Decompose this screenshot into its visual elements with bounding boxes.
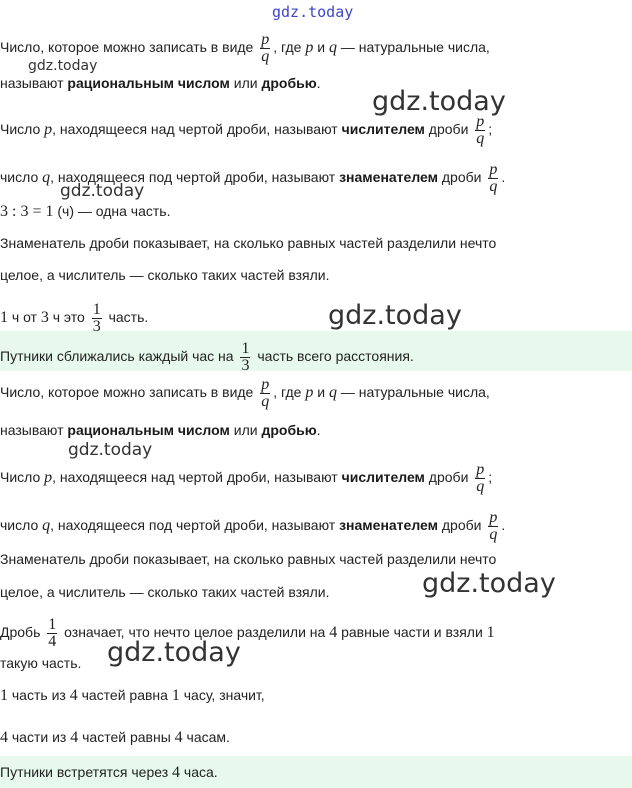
watermark: gdz.today [107,637,241,668]
denominator-line: число q, находящееся под чертой дроби, называют знаменателем дроби $\frac{p}{q}$ . [0,161,506,195]
explanation-line: Знаменатель дроби показывает, на сколько равных частей разделили нечто [0,235,497,251]
reasoning-line: 1 часть из 4 частей равна 1 часу, значит, [0,687,265,704]
numerator-line: Число p, находящееся над чертой дроби, называют числителем дроби $\frac{p}{q}$ ; [0,113,493,147]
fraction-p-q: $\frac{p}{q}$ [476,113,485,147]
quarter-fraction-line: Дробь $\frac{1}{4}$ означает, что нечто целое разделили на 4 равные части и взяли 1 [0,616,495,650]
watermark: gdz.today [60,181,145,201]
numerator-line-repeat: Число p, находящееся над чертой дроби, называют числителем дроби $\frac{p}{q}$ ; [0,461,493,495]
fraction-1-4: $\frac{1}{4}$ [48,616,57,650]
watermark: gdz.today [328,300,462,331]
fraction-statement-line: 1 ч от 3 ч это $\frac{1}{3}$ часть. [0,301,149,335]
definition-line-repeat-2: называют рациональным числом или дробью. [0,422,321,438]
watermark: gdz.today [272,3,354,21]
reasoning-line-2: 4 части из 4 частей равны 4 часам. [0,729,230,746]
definition-line-2: называют рациональным числом или дробью. [0,75,321,91]
explanation-line-repeat-2: целое, а числитель — сколько таких частей взяли. [0,584,330,600]
answer-line-1: Путники сближались каждый час на $\frac{1}{3}$ часть всего расстояния. [0,340,414,374]
watermark: gdz.today [68,440,153,460]
watermark: gdz.today [372,86,506,117]
watermark: gdz.today [422,568,556,599]
fraction-1-3: $\frac{1}{3}$ [92,301,101,335]
fraction-p-q: $\frac{p}{q}$ [476,461,485,495]
definition-line: Число, которое можно записать в виде $\frac{p}{q}$ , где p и q — натуральные числа, [0,31,490,65]
fraction-p-q: $\frac{p}{q}$ [261,31,270,65]
denominator-line-repeat: число q, находящееся под чертой дроби, называют знаменателем дроби $\frac{p}{q}$ . [0,509,506,543]
quarter-fraction-line-2: такую часть. [0,655,82,671]
fraction-p-q: $\frac{p}{q}$ [489,161,498,195]
fraction-p-q: $\frac{p}{q}$ [489,509,498,543]
explanation-line-2: целое, а числитель — сколько таких частей взяли. [0,267,330,283]
definition-line-repeat: Число, которое можно записать в виде $\frac{p}{q}$ , где p и q — натуральные числа, [0,376,490,410]
explanation-line-repeat: Знаменатель дроби показывает, на сколько равных частей разделили нечто [0,551,497,567]
answer-line-2: Путники встретятся через 4 часа. [0,764,218,781]
fraction-p-q: $\frac{p}{q}$ [261,376,270,410]
watermark: gdz.today [28,58,98,74]
fraction-1-3: $\frac{1}{3}$ [241,340,250,374]
calculation-line: 3 : 3 = 1 (ч) — одна часть. [0,203,171,220]
